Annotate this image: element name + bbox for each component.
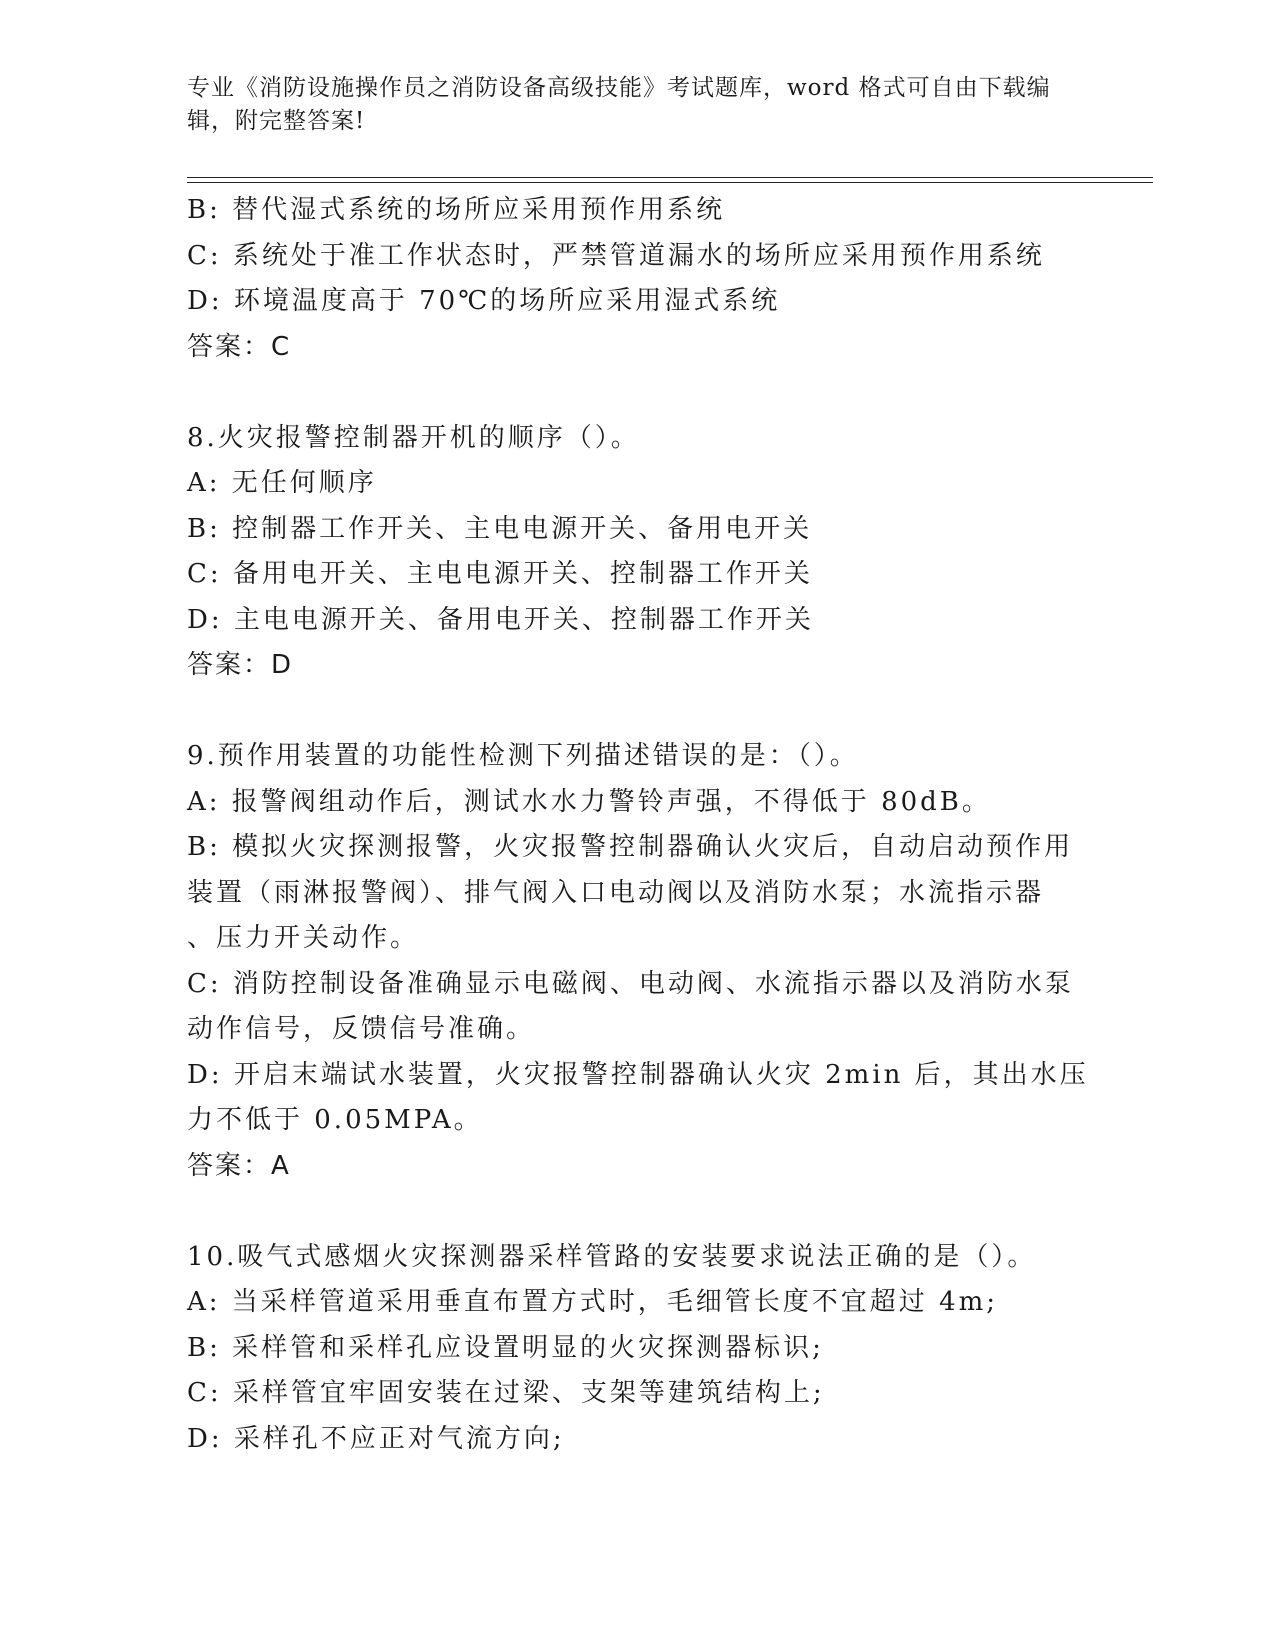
q8-answer: 答案：D <box>187 650 294 680</box>
q8-option-d: D: 主电电源开关、备用电开关、控制器工作开关 <box>187 604 814 635</box>
q10-option-d: D: 采样孔不应正对气流方向; <box>187 1423 565 1454</box>
q9-option-d-line-1: D: 开启末端试水装置，火灾报警控制器确认火灾 2min 后，其出水压 <box>187 1059 1089 1090</box>
header-line-2: 辑，附完整答案! <box>187 108 366 134</box>
q9-question: 9.预作用装置的功能性检测下列描述错误的是：（）。 <box>187 741 859 771</box>
q10-option-b: B: 采样管和采样孔应设置明显的火灾探测器标识; <box>187 1332 824 1363</box>
header-line-1: 专业《消防设施操作员之消防设备高级技能》考试题库，word 格式可自由下载编 <box>187 75 1051 101</box>
question-10 <box>187 1235 1087 1463</box>
q7-option-c: C: 系统处于准工作状态时，严禁管道漏水的场所应采用预作用系统 <box>187 240 1045 271</box>
q9-answer: 答案：A <box>187 1150 291 1181</box>
q7-option-b: B: 替代湿式系统的场所应采用预作用系统 <box>187 195 726 225</box>
q9-option-b-line-2: 装置（雨淋报警阀）、排气阀入口电动阀以及消防水泵；水流指示器 <box>187 877 1045 908</box>
document-body <box>187 188 1087 1462</box>
q8-option-b: B: 控制器工作开关、主电电源开关、备用电开关 <box>187 513 813 544</box>
q7-option-d: D: 环境温度高于 70℃的场所应采用湿式系统 <box>187 286 781 316</box>
q8-option-a: A: 无任何顺序 <box>187 468 377 498</box>
q10-option-a: A: 当采样管道采用垂直布置方式时，毛细管长度不宜超过 4m; <box>187 1287 999 1317</box>
q9-option-b-line-1: B: 模拟火灾探测报警，火灾报警控制器确认火灾后，自动启动预作用 <box>187 832 1074 862</box>
q9-option-d-line-2: 力不低于 0.05MPA。 <box>187 1105 483 1135</box>
document-header <box>187 72 1067 138</box>
question-9 <box>187 734 1087 1189</box>
question-7-tail <box>187 188 1087 370</box>
q8-question: 8.火灾报警控制器开机的顺序（）。 <box>187 422 640 453</box>
q9-option-b-line-3: 、压力开关动作。 <box>187 923 420 953</box>
q9-option-a: A: 报警阀组动作后，测试水水力警铃声强，不得低于 80dB。 <box>187 786 991 817</box>
q10-question: 10.吸气式感烟火灾探测器采样管路的安装要求说法正确的是（）。 <box>187 1241 1037 1272</box>
q8-option-c: C: 备用电开关、主电电源开关、控制器工作开关 <box>187 559 813 589</box>
spacer <box>187 689 1087 735</box>
spacer <box>187 370 1087 416</box>
q9-option-c-line-1: C: 消防控制设备准确显示电磁阀、电动阀、水流指示器以及消防水泵 <box>187 968 1074 999</box>
q7-answer: 答案：C <box>187 331 292 362</box>
q9-option-c-line-2: 动作信号，反馈信号准确。 <box>187 1014 536 1044</box>
header-divider-bottom <box>187 182 1153 183</box>
q10-option-c: C: 采样管宜牢固安装在过梁、支架等建筑结构上; <box>187 1378 825 1408</box>
header-divider-top <box>187 177 1153 178</box>
question-8 <box>187 416 1087 689</box>
spacer <box>187 1189 1087 1235</box>
